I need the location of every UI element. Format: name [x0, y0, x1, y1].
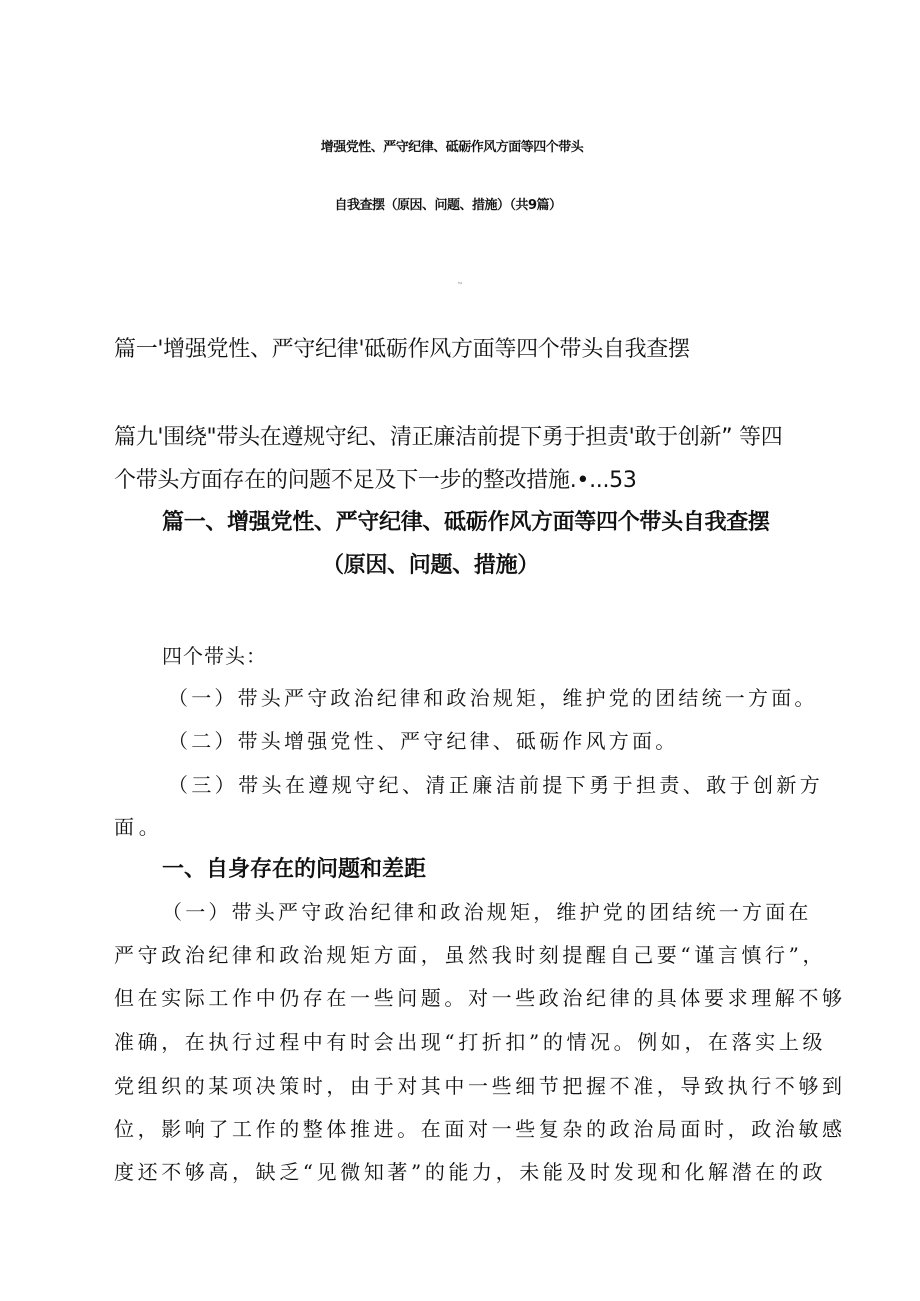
paragraph-line: 但在实际工作中仍存在一些问题。对一些政治纪律的具体要求理解不够	[114, 986, 846, 1010]
section-heading-problems: 一、自身存在的问题和差距	[162, 857, 427, 882]
paragraph-line: 位，影响了工作的整体推进。在面对一些复杂的政治局面时，政治敏感	[114, 1117, 846, 1141]
document-title-line-2: 自我查摆（原因、问题、措施）（共9篇）	[334, 198, 562, 213]
list-item: （一）带头严守政治纪律和政治规矩，维护党的团结统一方面。	[168, 686, 818, 710]
toc-entry[interactable]: 篇一'增强党性、严守纪律'砥砺作风方面等四个带头自我查摆	[114, 337, 690, 362]
list-item: （二）带头增强党性、严守纪律、砥砺作风方面。	[168, 729, 679, 753]
paragraph-line: 严守政治纪律和政治规矩方面，虽然我时刻提醒自己要“谨言慎行”，	[114, 943, 827, 967]
toc-heading: 目录	[457, 283, 462, 285]
toc-entry-continuation[interactable]: 个带头方面存在的问题不足及下一步的整改措施.•...53	[114, 468, 637, 493]
paragraph-line: 度还不够高，缺乏“见微知著”的能力，未能及时发现和化解潜在的政	[114, 1160, 827, 1184]
paragraph-line: 准确，在执行过程中有时会出现“打折扣”的情况。例如，在落实上级	[114, 1030, 827, 1054]
paragraph-line: 党组织的某项决策时，由于对其中一些细节把握不准，导致执行不够到	[114, 1074, 846, 1098]
section-title-line-1: 篇一、增强党性、严守纪律、砥砺作风方面等四个带头自我查摆	[162, 510, 770, 535]
section-title-line-2: （原因、问题、措施）	[322, 553, 540, 578]
toc-entry[interactable]: 篇九'围绕"带头在遵规守纪、清正廉洁前提下勇于担责'敢于创新” 等四	[114, 425, 783, 450]
list-item-continuation: 面。	[114, 815, 164, 839]
document-title-line-1: 增强党性、严守纪律、砥砺作风方面等四个带头	[320, 140, 584, 155]
paragraph-line: （一）带头严守政治纪律和政治规矩，维护党的团结统一方面在	[162, 900, 812, 924]
list-item: （三）带头在遵规守纪、清正廉洁前提下勇于担责、敢于创新方	[168, 773, 824, 797]
four-heads-label: 四个带头：	[162, 644, 267, 668]
